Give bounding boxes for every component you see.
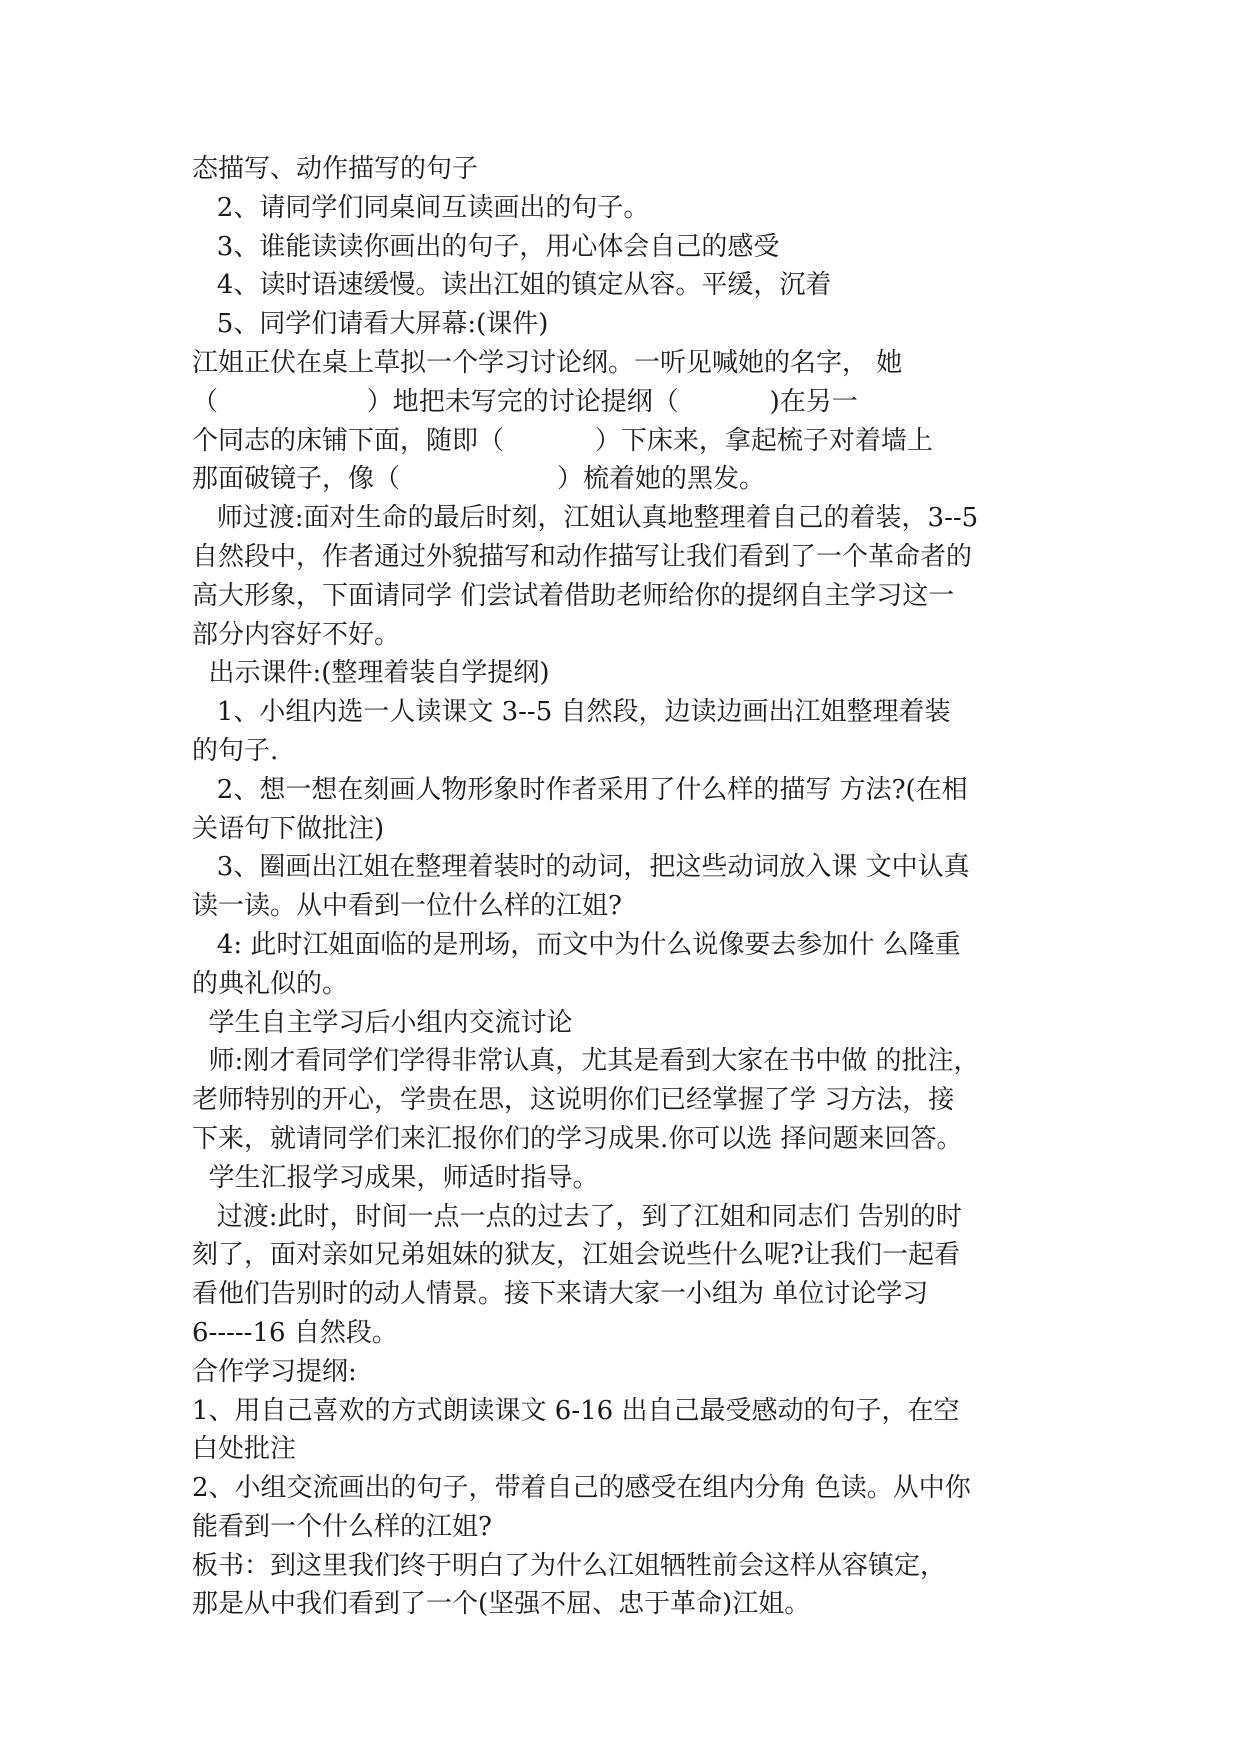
- text-line: 师:刚才看同学们学得非常认真，尤其是看到大家在书中做 的批注，: [192, 1046, 980, 1077]
- body-text: [192, 150, 1072, 1624]
- text-line: 出示课件:(整理着装自学提纲): [192, 658, 550, 689]
- text-line: 5、同学们请看大屏幕:(课件): [192, 309, 549, 340]
- text-line: 那是从中我们看到了一个(坚强不屈、忠于革命)江姐。: [192, 1589, 811, 1620]
- text-line: 态描写、动作描写的句子: [192, 154, 479, 184]
- text-line: 看他们告别时的动人情景。接下来请大家一小组为 单位讨论学习: [192, 1279, 929, 1310]
- text-line: （ ）地把未写完的讨论提纲（ )在另一: [192, 386, 858, 417]
- text-line: 学生汇报学习成果，师适时指导。: [192, 1162, 599, 1193]
- text-line: 的典礼似的。: [192, 968, 349, 999]
- text-line: 3、圈画出江姐在整理着装时的动词，把这些动词放入课 文中认真: [192, 852, 970, 883]
- text-line: 江姐正伏在桌上草拟一个学习讨论纲。一听见喊她的名字， 她: [192, 347, 903, 378]
- text-line: 下来，就请同学们来汇报你们的学习成果.你可以选 择问题来回答。: [192, 1123, 963, 1154]
- text-line: 2、想一想在刻画人物形象时作者采用了什么样的描写 方法?(在相: [192, 774, 968, 805]
- text-line: 4、读时语速缓慢。读出江姐的镇定从容。平缓，沉着: [192, 270, 832, 301]
- text-line: 1、用自己喜欢的方式朗读课文 6-16 出自己最受感动的句子，在空: [192, 1395, 960, 1426]
- text-line: 板书：到这里我们终于明白了为什么江姐牺牲前会这样从容镇定，: [192, 1550, 947, 1581]
- text-line: 部分内容好不好。: [192, 619, 401, 650]
- text-line: 个同志的床铺下面，随即（ ）下床来，拿起梳子对着墙上: [192, 425, 933, 456]
- text-line: 4: 此时江姐面临的是刑场，而文中为什么说像要去参加什 么隆重: [192, 929, 961, 960]
- text-line: 高大形象，下面请同学 们尝试着借助老师给你的提纲自主学习这一: [192, 580, 955, 611]
- text-line: 1、小组内选一人读课文 3--5 自然段，边读边画出江姐整理着装: [192, 697, 951, 728]
- text-line: 读一读。从中看到一位什么样的江姐?: [192, 891, 622, 922]
- text-line: 师过渡:面对生命的最后时刻，江姐认真地整理着自己的着装，3--5: [192, 503, 979, 534]
- text-line: 学生自主学习后小组内交流讨论: [192, 1007, 573, 1038]
- text-line: 过渡:此时，时间一点一点的过去了，到了江姐和同志们 告别的时: [192, 1201, 962, 1232]
- text-line: 自然段中，作者通过外貌描写和动作描写让我们看到了一个革命者的: [192, 541, 973, 572]
- text-line: 2、小组交流画出的句子，带着自己的感受在组内分角 色读。从中你: [192, 1473, 971, 1504]
- text-line: 老师特别的开心，学贵在思，这说明你们已经掌握了学 习方法，接: [192, 1085, 955, 1116]
- text-line: 6-----16 自然段。: [192, 1317, 398, 1348]
- text-line: 的句子.: [192, 735, 279, 766]
- text-line: 能看到一个什么样的江姐?: [192, 1511, 492, 1542]
- text-line: 3、谁能读读你画出的句子，用心体会自己的感受: [192, 231, 780, 262]
- text-line: 关语句下做批注): [192, 813, 385, 844]
- text-line: 合作学习提纲:: [192, 1356, 357, 1387]
- text-line: 白处批注: [192, 1434, 297, 1465]
- text-line: 那面破镜子，像（ ）梳着她的黑发。: [192, 464, 766, 495]
- text-line: 2、请同学们同桌间互读画出的句子。: [192, 192, 650, 223]
- text-line: 刻了，面对亲如兄弟姐妹的狱友，江姐会说些什么呢?让我们一起看: [192, 1240, 960, 1271]
